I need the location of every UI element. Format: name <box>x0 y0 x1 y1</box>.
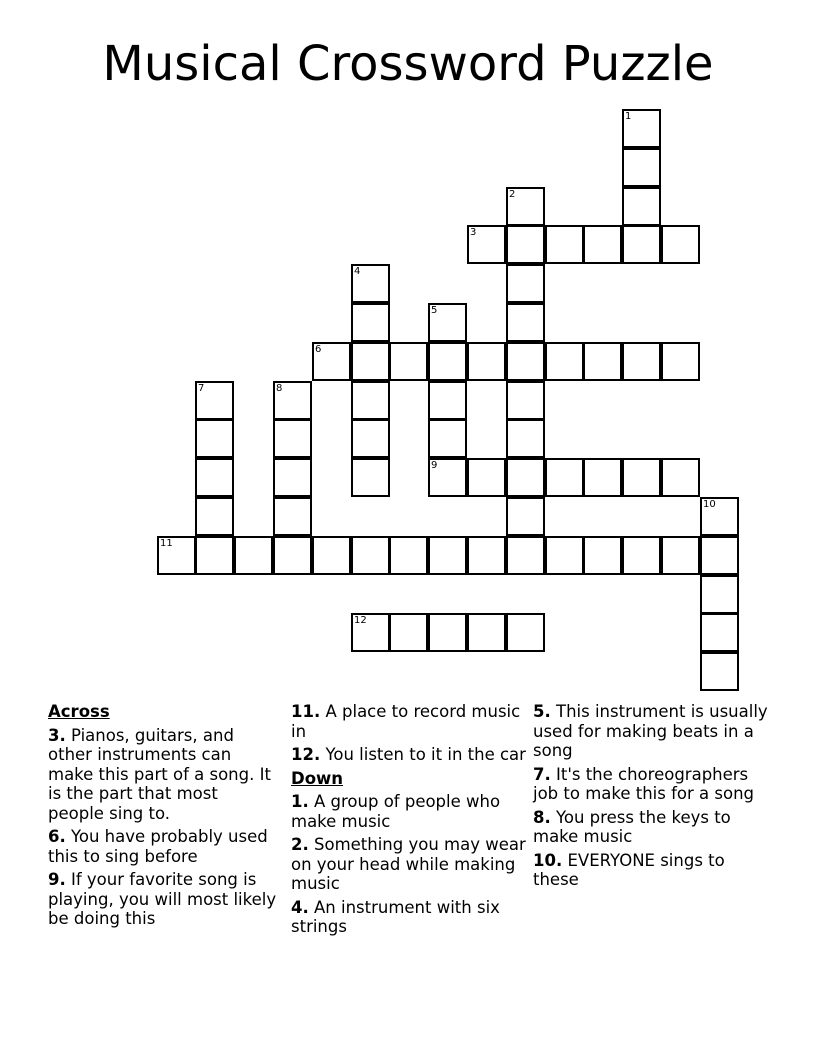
clue-item-text: It's the choreographers job to make this for a song <box>533 764 755 803</box>
grid-cell[interactable] <box>195 536 234 575</box>
clue-number: 9 <box>431 460 438 471</box>
clue-number: 6 <box>315 344 322 355</box>
grid-cell[interactable] <box>351 303 390 342</box>
clue-number: 11 <box>160 538 173 549</box>
grid-cell[interactable] <box>700 652 739 691</box>
clue-item <box>48 870 278 929</box>
grid-cell[interactable] <box>351 342 390 381</box>
clue-number: 8 <box>276 383 283 394</box>
clue-item-number: 3. <box>48 725 66 745</box>
grid-cell[interactable] <box>700 613 739 652</box>
grid-cell[interactable] <box>428 419 467 458</box>
grid-cell[interactable] <box>506 419 545 458</box>
grid-cell[interactable] <box>545 225 584 264</box>
grid-cell[interactable] <box>467 536 506 575</box>
grid-cell[interactable] <box>506 187 545 226</box>
clue-item-text: EVERYONE sings to these <box>533 850 725 889</box>
clue-item-number: 12. <box>291 745 321 764</box>
grid-cell[interactable] <box>467 458 506 497</box>
clue-item-text: A group of people who make music <box>291 792 501 831</box>
clue-number: 5 <box>431 305 438 316</box>
grid-cell[interactable] <box>545 458 584 497</box>
grid-cell[interactable] <box>545 536 584 575</box>
grid-cell[interactable] <box>506 264 545 303</box>
clue-item <box>533 702 768 761</box>
grid-cell[interactable] <box>273 497 312 536</box>
clue-item <box>291 745 526 765</box>
clue-item-text: Pianos, guitars, and other instruments can make this part of a song. It is the part that most people sing to. <box>48 725 271 823</box>
clue-number: 1 <box>625 111 632 122</box>
clue-item-text: An instrument with six strings <box>291 897 500 936</box>
grid-cell[interactable] <box>234 536 273 575</box>
grid-cell[interactable] <box>312 536 351 575</box>
grid-cell[interactable] <box>506 458 545 497</box>
clue-number: 2 <box>509 189 516 200</box>
grid-cell[interactable] <box>506 536 545 575</box>
clue-heading-across: Across <box>48 702 110 721</box>
grid-cell[interactable] <box>700 575 739 614</box>
grid-cell[interactable] <box>700 497 739 536</box>
grid-cell[interactable] <box>195 497 234 536</box>
clue-item-text: You listen to it in the car <box>320 745 526 764</box>
grid-cell[interactable] <box>428 381 467 420</box>
clue-item-number: 1. <box>291 792 309 811</box>
clue-item-text: You have probably used this to sing before <box>48 827 268 866</box>
grid-cell[interactable] <box>583 458 622 497</box>
grid-cell[interactable] <box>583 342 622 381</box>
grid-cell[interactable] <box>351 458 390 497</box>
clue-item <box>48 726 278 824</box>
grid-cell[interactable] <box>351 419 390 458</box>
clue-number: 3 <box>470 227 477 238</box>
clue-item <box>291 835 526 894</box>
clue-item <box>291 898 526 937</box>
grid-cell[interactable] <box>622 187 661 226</box>
clue-heading-down: Down <box>291 768 344 788</box>
grid-cell[interactable] <box>506 381 545 420</box>
clue-item-number: 8. <box>533 807 551 827</box>
clue-column-2 <box>291 702 526 941</box>
clue-item-text: If your favorite song is playing, you will most likely be doing this <box>48 870 277 928</box>
grid-cell[interactable] <box>195 381 234 420</box>
grid-cell[interactable] <box>312 342 351 381</box>
grid-cell[interactable] <box>351 613 390 652</box>
grid-cell[interactable] <box>622 109 661 148</box>
grid-cell[interactable] <box>622 148 661 187</box>
clue-item <box>48 827 278 866</box>
grid-cell[interactable] <box>506 303 545 342</box>
clue-column-1 <box>48 702 278 933</box>
clue-number: 10 <box>703 499 716 510</box>
clue-item-number: 7. <box>533 764 551 784</box>
clue-item-number: 11. <box>291 702 321 721</box>
puzzle-title: Musical Crossword Puzzle <box>102 36 714 92</box>
grid-cell[interactable] <box>389 613 428 652</box>
clue-item-number: 6. <box>48 827 66 846</box>
grid-cell[interactable] <box>583 225 622 264</box>
grid-cell[interactable] <box>428 458 467 497</box>
clue-column-3 <box>533 702 768 894</box>
clue-number: 4 <box>354 266 361 277</box>
grid-cell[interactable] <box>506 613 545 652</box>
clue-item-text: Something you may wear on your head while making music <box>291 835 526 893</box>
clue-item-number: 4. <box>291 897 309 917</box>
clue-item <box>291 792 526 831</box>
clue-number: 7 <box>198 383 205 394</box>
clue-item <box>291 702 526 741</box>
clue-item <box>533 765 768 804</box>
grid-cell[interactable] <box>157 536 196 575</box>
clue-item-text: You press the keys to make music <box>533 807 731 846</box>
grid-cell[interactable] <box>506 497 545 536</box>
grid-cell[interactable] <box>351 264 390 303</box>
grid-cell[interactable] <box>389 536 428 575</box>
grid-cell[interactable] <box>273 458 312 497</box>
grid-cell[interactable] <box>389 342 428 381</box>
grid-cell[interactable] <box>622 536 661 575</box>
grid-cell[interactable] <box>467 613 506 652</box>
clue-item-number: 9. <box>48 870 66 889</box>
grid-cell[interactable] <box>351 381 390 420</box>
grid-cell[interactable] <box>583 536 622 575</box>
grid-cell[interactable] <box>622 458 661 497</box>
grid-cell[interactable] <box>195 458 234 497</box>
grid-cell[interactable] <box>428 342 467 381</box>
grid-cell[interactable] <box>700 536 739 575</box>
grid-cell[interactable] <box>195 419 234 458</box>
grid-cell[interactable] <box>661 458 700 497</box>
clue-item-text: This instrument is usually used for making beats in a song <box>533 702 768 760</box>
grid-cell[interactable] <box>273 419 312 458</box>
clue-item-number: 10. <box>533 850 563 870</box>
grid-cell[interactable] <box>622 225 661 264</box>
grid-cell[interactable] <box>467 342 506 381</box>
grid-cell[interactable] <box>661 342 700 381</box>
grid-cell[interactable] <box>506 342 545 381</box>
clue-item <box>533 851 768 890</box>
grid-cell[interactable] <box>467 225 506 264</box>
clue-number: 12 <box>354 615 367 626</box>
clue-item <box>533 808 768 847</box>
grid-cell[interactable] <box>273 381 312 420</box>
grid-cell[interactable] <box>428 536 467 575</box>
clue-item-number: 5. <box>533 702 551 721</box>
grid-cell[interactable] <box>428 303 467 342</box>
grid-cell[interactable] <box>545 342 584 381</box>
grid-cell[interactable] <box>351 536 390 575</box>
grid-cell[interactable] <box>273 536 312 575</box>
clue-item-text: A place to record music in <box>291 702 521 741</box>
grid-cell[interactable] <box>506 225 545 264</box>
grid-cell[interactable] <box>428 613 467 652</box>
grid-cell[interactable] <box>661 225 700 264</box>
clue-item-number: 2. <box>291 835 309 854</box>
grid-cell[interactable] <box>622 342 661 381</box>
grid-cell[interactable] <box>661 536 700 575</box>
